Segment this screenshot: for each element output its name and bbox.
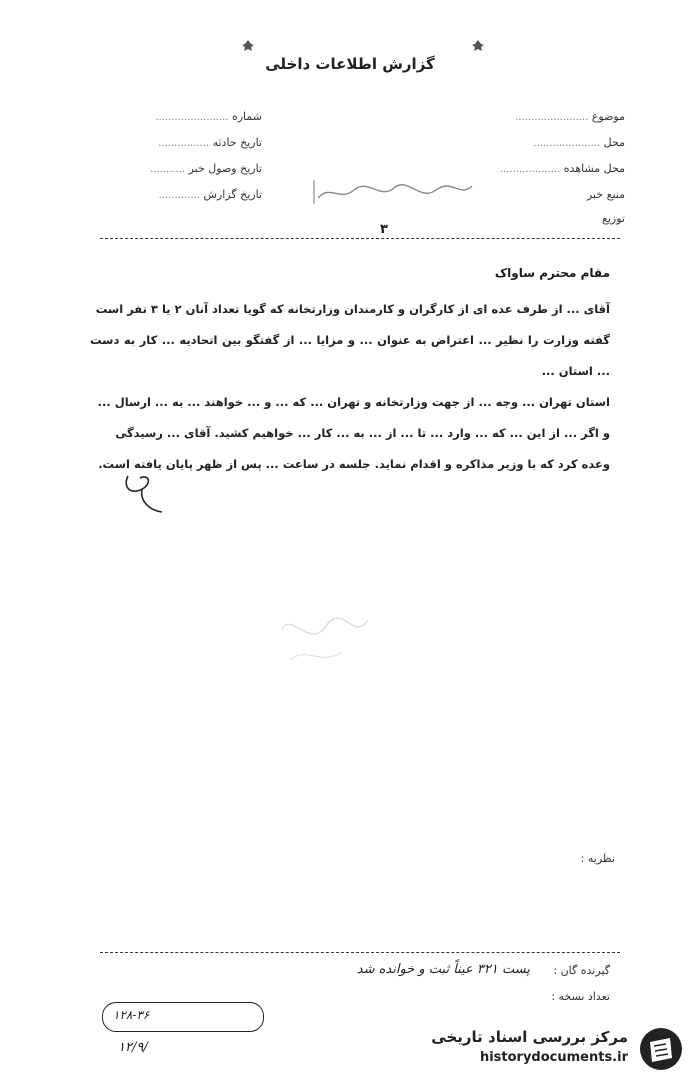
footer-divider [100,952,620,953]
body-line: آقای ... از طرف عده ای از کارگران و کارمندان وزارتخانه که گویا تعداد آنان ۲ یا ۳ نفر است [95,302,610,316]
field-dots: ................ [158,138,210,149]
field-label: تاریخ حادثه [212,136,262,149]
report-title: گزارش اطلاعات داخلی [265,55,435,73]
field-label: محل [603,136,625,149]
field-label: تاریخ گزارش [203,188,262,201]
handwritten-footer-note: پست ۳۲۱ عیناً ثبت و خوانده شد [356,962,530,977]
stamp-number: ۱۲۸-۳۶ [113,1008,150,1022]
faded-stamp [270,590,380,680]
emblem-icon [470,38,486,54]
field-label: شماره [231,110,262,123]
opinion-label: نظریه : [580,852,615,865]
field-distribution [602,212,625,225]
archive-logo-icon [636,1026,686,1072]
body-line: گفته وزارت را نظیر ... اعتراض به عنوان ... و مزایا ... از گفتگو بین اتحادیه ... کار به دست ... استان ... [90,333,610,378]
field-report-date [159,188,262,201]
field-label: منبع خبر [586,188,625,201]
field-label: محل مشاهده [563,162,625,175]
field-news-source [587,188,625,201]
field-location [533,136,625,149]
field-label: موضوع [591,110,625,123]
field-dots: ............. [158,190,200,201]
body-line: استان تهران ... وجه ... از جهت وزارتخانه و تهران ... که ... و ... خواهند ... به ... ارسال ... [97,395,610,409]
watermark-url: historydocuments.ir [479,1050,628,1065]
field-dots: ....................... [155,112,229,123]
body-line: و اگر ... از این ... که ... وارد ... تا ... از ... به ... کار ... خواهیم کشید. آقای ... رسیدگی [115,426,610,440]
field-label: تاریخ وصول خبر [188,162,262,175]
signature-stamp [102,1002,264,1032]
recipients-label: گیرنده گان : [553,964,610,977]
field-received-date [150,162,262,175]
salutation: مقام محترم ساواک [494,266,610,280]
field-dots: ....................... [515,112,589,123]
watermark-title: مرکز بررسی اسناد تاریخی [431,1028,628,1046]
watermark [410,1024,690,1074]
page-number: ۳ [380,222,388,237]
field-dots: ........... [150,164,186,175]
copies-label: تعداد نسخه : [551,990,610,1003]
report-body [90,294,610,480]
header-divider [100,238,620,239]
emblem-icon [240,38,256,54]
field-dots: ..................... [533,138,601,149]
field-incident-date [158,136,262,149]
field-dots: ................... [499,164,561,175]
handwritten-scribble [310,176,480,208]
handwritten-mark [118,470,168,518]
field-number [155,110,262,123]
date-partial: ۱۲/۹/ [118,1040,148,1055]
field-observation-place [500,162,625,175]
body-line: وعده کرد که با وزیر مذاکره و اقدام نماید. جلسه در ساعت ... پس از ظهر پایان یافته است. [98,457,610,471]
field-subject [515,110,625,123]
field-label: توزیع [602,212,625,225]
